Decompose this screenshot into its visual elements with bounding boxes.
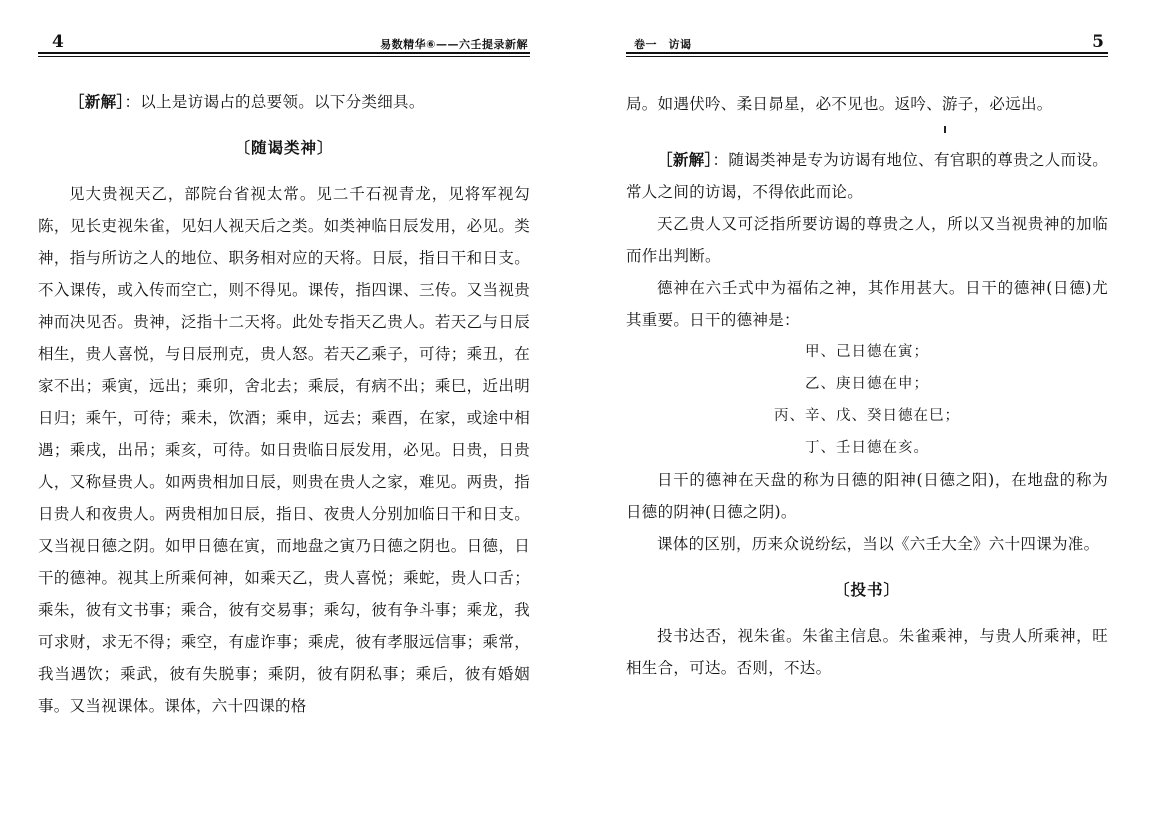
- note-label: ［新解］: [657, 150, 713, 169]
- continuation-paragraph: 局。如遇伏吟、柔日昴星，必不见也。返吟、游子，必远出。: [626, 95, 1053, 113]
- section-title: 〔投书〕: [833, 580, 900, 599]
- intro-paragraph: [38, 86, 530, 118]
- body-paragraph: 课体的区别，历来众说纷纭，当以《六壬大全》六十四课为准。: [657, 535, 1100, 553]
- page-number: 4: [52, 32, 64, 52]
- section-title: 〔随谒类神〕: [234, 138, 334, 157]
- header-rule-thin: [626, 56, 1108, 57]
- header-rule: [626, 52, 1108, 54]
- print-mark: [626, 120, 1108, 144]
- running-head: 易数精华⑥——六壬提录新解: [380, 38, 528, 51]
- de-list-item: 丁、壬日德在亥。: [805, 440, 929, 456]
- right-page: [626, 0, 1108, 826]
- body-paragraph: 天乙贵人又可泛指所要访谒的尊贵之人，所以又当视贵神的加临而作出判断。: [626, 215, 1108, 265]
- note-label: ［新解］: [69, 92, 125, 111]
- page-number: 5: [1092, 32, 1104, 52]
- de-list-item: 乙、庚日德在申；: [805, 376, 929, 392]
- page-header: [626, 30, 1108, 56]
- note-paragraph: [626, 144, 1108, 208]
- left-page: [38, 0, 530, 826]
- page-body: [38, 86, 530, 722]
- body-paragraph: 投书达否，视朱雀。朱雀主信息。朱雀乘神，与贵人所乘神，旺相生合，可达。否则，不达。: [626, 627, 1108, 677]
- de-list-item: 丙、辛、戊、癸日德在巳；: [774, 408, 960, 424]
- header-rule-thin: [38, 56, 530, 57]
- intro-text: ：以上是访谒占的总要领。以下分类细具。: [124, 93, 425, 111]
- body-paragraph: 日干的德神在天盘的称为日德的阳神(日德之阳)，在地盘的称为日德的阴神(日德之阴)。: [626, 471, 1108, 521]
- de-list-item: 甲、己日德在寅；: [805, 344, 929, 360]
- page-body: [626, 88, 1108, 684]
- header-rule: [38, 52, 530, 54]
- body-paragraph: 见大贵视天乙，部院台省视太常。见二千石视青龙，见将军视勾陈，见长吏视朱雀，见妇人视天后之类。如类神临日辰发用，必见。类神，指与所访之人的地位、职务相对应的天将。日辰，指日干和日支。不入课传，或入传而空亡，则不得见。课传，指四课、三传。又当视贵神而决见否。贵神，泛指十二天将。此处专指天乙贵人。若天乙与日辰相生，贵人喜悦，与日辰刑克，贵人怒。若天乙乘子，可待；乘丑，在家不出；乘寅，远出；乘卯，舍北去；乘辰，有病不出；乘巳，近出明日归；乘午，可待；乘未，饮酒；乘申，远去；乘酉，在家，或途中相遇；乘戌，出吊；乘亥，可待。如日贵临日辰发用，必见。日贵，日贵人，又称昼贵人。如两贵相加日辰，则贵在贵人之家，难见。两贵，指日贵人和夜贵人。两贵相加日辰，指日、夜贵人分别加临日干和日支。又当视日德之阴。如甲日德在寅，而地盘之寅乃日德之阴也。日德，日干的德神。视其上所乘何神，如乘天乙，贵人喜悦；乘蛇，贵人口舌；乘朱，彼有文书事；乘合，彼有交易事；乘勾，彼有争斗事；乘龙，我可求财，求无不得；乘空，有虚诈事；乘虎，彼有孝服远信事；乘常，我当遇饮；乘武，彼有失脱事；乘阴，彼有阴私事；乘后，彼有婚姻事。又当视课体。课体，六十四课的格: [38, 185, 530, 715]
- running-head: 卷一 访谒: [634, 38, 692, 51]
- body-paragraph: 德神在六壬式中为福佑之神，其作用甚大。日干的德神(日德)尤其重要。日干的德神是：: [626, 279, 1108, 329]
- page-header: [38, 30, 530, 56]
- note-text: ：随谒类神是专为访谒有地位、有官职的尊贵之人而设。常人之间的访谒，不得依此而论。: [626, 151, 1108, 201]
